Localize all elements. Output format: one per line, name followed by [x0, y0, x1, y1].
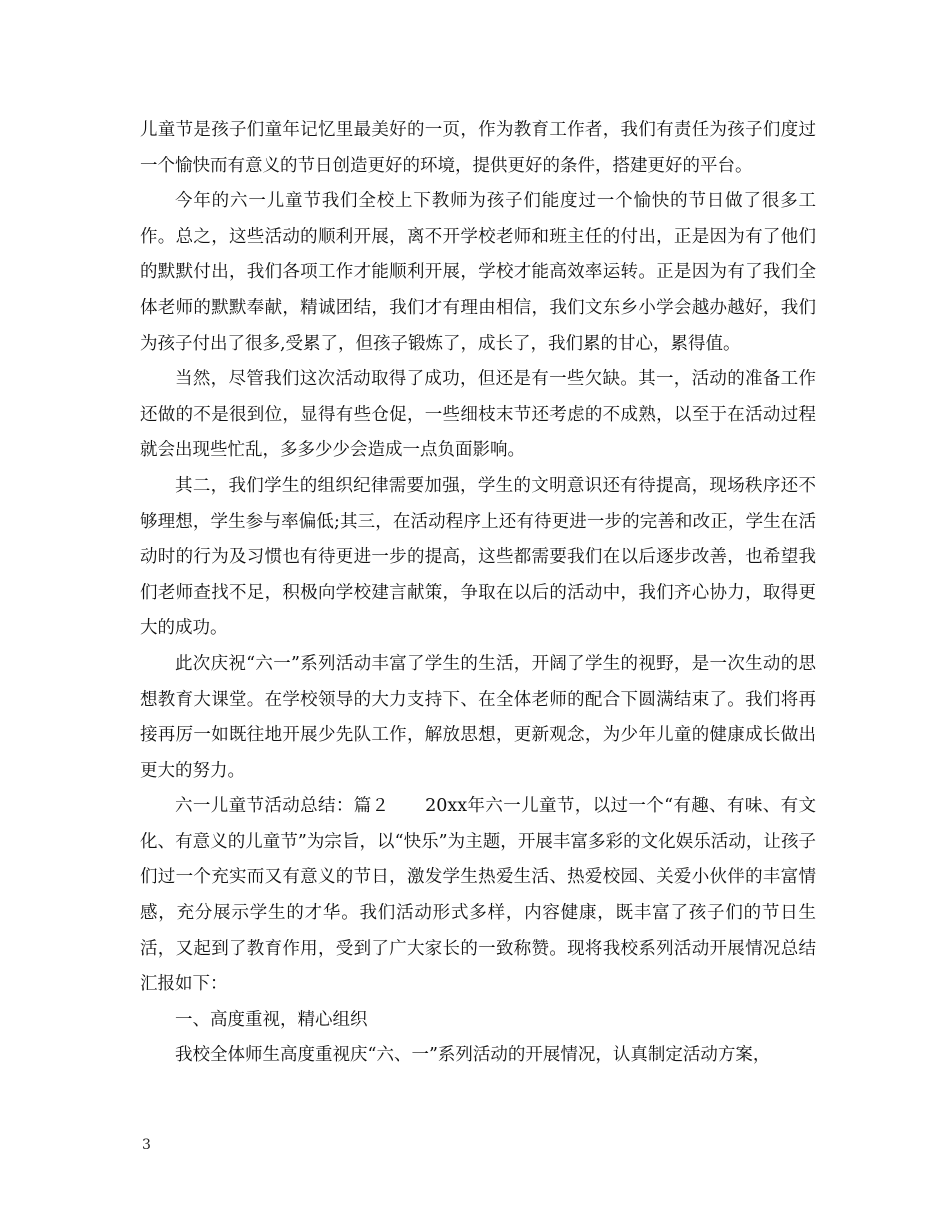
paragraph-1: 儿童节是孩子们童年记忆里最美好的一页，作为教育工作者，我们有责任为孩子们度过一个愉快而有意义的节日创造更好的环境，提供更好的条件，搭建更好的平台。 [140, 120, 816, 176]
paragraph-3: 当然，尽管我们这次活动取得了成功，但还是有一些欠缺。其一，活动的准备工作还做的不是很到位，显得有些仓促，一些细枝末节还考虑的不成熟，以至于在活动过程就会出现些忙乱，多多少少会造成一点负面影响。 [140, 369, 816, 461]
paragraph-6: 六一儿童节活动总结：篇２ 20xx年六一儿童节，以过一个“有趣、有味、有文化、有意义的儿童节”为宗旨，以“快乐”为主题，开展丰富多彩的文化娱乐活动，让孩子们过一个充实而又有意义的节日，激发学生热爱生活、热爱校园、关爱小伙伴的丰富情感，充分展示学生的才华。我们活动形式多样，内容健康，既丰富了孩子们的节日生活，又起到了教育作用，受到了广大家长的一致称赞。现将我校系列活动开展情况总结汇报如下： [140, 796, 816, 995]
paragraph-4: 其二，我们学生的组织纪律需要加强，学生的文明意识还有待提高，现场秩序还不够理想，学生参与率偏低;其三，在活动程序上还有待更进一步的完善和改正，学生在活动时的行为及习惯也有待更进一步的提高，这些都需要我们在以后逐步改善，也希望我们老师查找不足，积极向学校建言献策，争取在以后的活动中，我们齐心协力，取得更大的成功。 [140, 475, 816, 639]
document-body [140, 113, 816, 1074]
section-heading: 一、高度重视，精心组织 [175, 1009, 368, 1030]
paragraph-8: 我校全体师生高度重视庆“六、一”系列活动的开展情况，认真制定活动方案， [175, 1045, 771, 1066]
paragraph-5: 此次庆祝“六一”系列活动丰富了学生的生活，开阔了学生的视野，是一次生动的思想教育大课堂。在学校领导的大力支持下、在全体老师的配合下圆满结束了。我们将再接再厉一如既往地开展少先队工作，解放思想，更新观念，为少年儿童的健康成长做出更大的努力。 [140, 653, 816, 781]
paragraph-2: 今年的六一儿童节我们全校上下教师为孩子们能度过一个愉快的节日做了很多工作。总之，这些活动的顺利开展，离不开学校老师和班主任的付出，正是因为有了他们的默默付出，我们各项工作才能顺利开展，学校才能高效率运转。正是因为有了我们全体老师的默默奉献，精诚团结，我们才有理由相信，我们文东乡小学会越办越好，我们为孩子付出了很多,受累了，但孩子锻炼了，成长了，我们累的甘心，累得值。 [140, 191, 816, 354]
page-number: 3 [142, 1137, 151, 1153]
